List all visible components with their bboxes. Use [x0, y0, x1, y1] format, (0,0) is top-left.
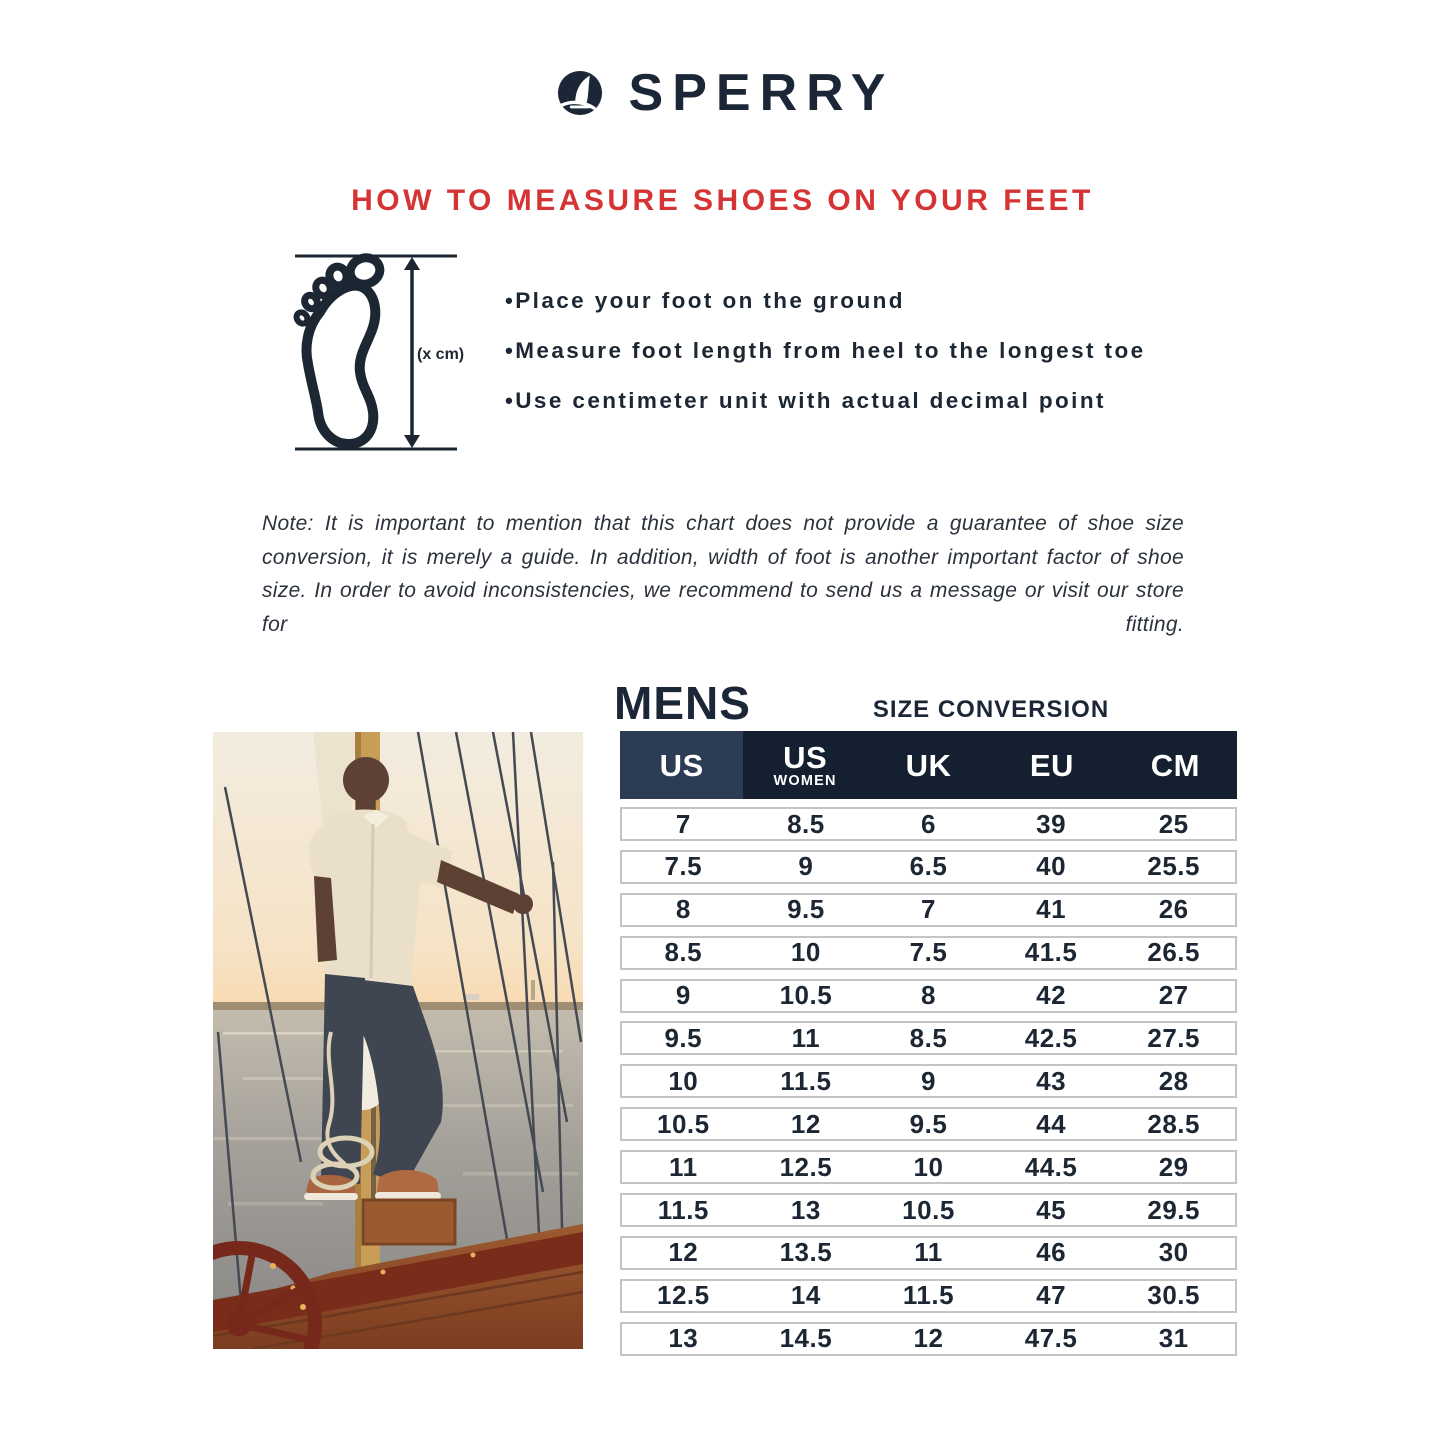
table-row [620, 1322, 1237, 1356]
column-header-label: UK [905, 747, 952, 783]
table-row [620, 850, 1237, 884]
table-cell: 12 [790, 1108, 821, 1139]
table-cell: 28 [1158, 1065, 1189, 1096]
table-cell: 11.5 [902, 1280, 955, 1311]
foot-measure-diagram [292, 246, 467, 458]
table-cell: 8.5 [664, 937, 703, 968]
table-cell: 7.5 [909, 937, 948, 968]
table-cell: 11 [669, 1151, 698, 1182]
table-cell: 11 [914, 1237, 943, 1268]
page-title: HOW TO MEASURE SHOES ON YOUR FEET [351, 184, 1094, 217]
table-cell: 9.5 [909, 1108, 948, 1139]
table-cell: 9 [675, 980, 691, 1011]
table-row [620, 936, 1237, 970]
table-cell: 10 [913, 1151, 944, 1182]
table-cell: 12.5 [779, 1151, 833, 1182]
table-cell: 9 [921, 1065, 936, 1096]
table-title: MENS [614, 677, 751, 729]
column-header-label: US [659, 747, 704, 783]
table-cell: 9.5 [664, 1022, 703, 1053]
size-conversion-table [620, 731, 1237, 1365]
table-cell: 13 [668, 1323, 699, 1354]
table-cell: 44.5 [1024, 1151, 1078, 1182]
table-cell: 7.5 [664, 851, 703, 882]
table-cell: 29 [1158, 1151, 1189, 1182]
table-row [620, 1021, 1237, 1055]
table-cell: 46 [1036, 1237, 1067, 1268]
table-cell: 10 [790, 937, 821, 968]
table-cell: 29.5 [1147, 1194, 1200, 1225]
table-cell: 42 [1036, 980, 1067, 1011]
table-cell: 8 [675, 894, 691, 925]
column-header-sublabel: WOMEN [773, 772, 837, 789]
table-cell: 13.5 [779, 1237, 833, 1268]
footprint-icon [294, 254, 383, 444]
table-cell: 43 [1036, 1065, 1067, 1096]
table-cell: 12 [913, 1323, 944, 1354]
table-cell: 8.5 [787, 808, 825, 839]
table-cell: 10.5 [902, 1194, 955, 1225]
table-cell: 9 [798, 851, 814, 882]
table-cell: 40 [1036, 851, 1067, 882]
table-cell: 6 [921, 808, 936, 839]
instruction-item: •Place your foot on the ground [505, 288, 905, 313]
table-cell: 39 [1036, 808, 1067, 839]
instruction-list [505, 288, 1185, 438]
table-cell: 7 [921, 894, 936, 925]
foot-length-label: (x cm) [417, 346, 465, 363]
table-cell: 11.5 [657, 1194, 709, 1225]
table-cell: 25.5 [1147, 851, 1200, 882]
table-cell: 47 [1036, 1280, 1067, 1311]
table-cell: 8.5 [909, 1022, 948, 1053]
table-cell: 25 [1158, 808, 1189, 839]
brand-wordmark: SPERRY [628, 64, 895, 122]
table-cell: 30 [1158, 1237, 1189, 1268]
table-row [620, 807, 1237, 841]
table-cell: 11 [791, 1022, 821, 1053]
lifestyle-photo [213, 732, 583, 1349]
table-cell: 13 [790, 1194, 821, 1225]
table-cell: 26.5 [1147, 937, 1200, 968]
table-cell: 14 [790, 1280, 821, 1311]
table-cell: 9.5 [787, 894, 825, 925]
table-cell: 44 [1036, 1108, 1067, 1139]
table-cell: 47.5 [1024, 1323, 1078, 1354]
table-cell: 42.5 [1024, 1022, 1078, 1053]
table-row [620, 1236, 1237, 1270]
table-row [620, 1193, 1237, 1227]
instruction-item: •Use centimeter unit with actual decimal point [505, 388, 1106, 413]
table-cell: 41.5 [1024, 937, 1078, 968]
table-cell: 12.5 [656, 1280, 710, 1311]
table-cell: 10 [668, 1065, 699, 1096]
table-cell: 14.5 [779, 1323, 833, 1354]
table-row [620, 1064, 1237, 1098]
table-cell: 30.5 [1147, 1280, 1200, 1311]
column-header-eu [990, 731, 1113, 799]
table-row [620, 1279, 1237, 1313]
table-cell: 41 [1036, 894, 1067, 925]
table-cell: 12 [668, 1237, 699, 1268]
table-cell: 7 [675, 808, 691, 839]
table-row [620, 893, 1237, 927]
table-cell: 26 [1158, 894, 1189, 925]
column-header-cm [1114, 731, 1237, 799]
table-header-row [620, 731, 1237, 799]
table-cell: 10.5 [779, 980, 833, 1011]
brand-header [0, 62, 1445, 124]
table-cell: 10.5 [656, 1108, 710, 1139]
column-header-us [620, 731, 743, 799]
table-cell: 11.5 [780, 1065, 832, 1096]
column-header-uk [867, 731, 990, 799]
table-cell: 8 [921, 980, 936, 1011]
table-cell: 6.5 [909, 851, 948, 882]
table-row [620, 979, 1237, 1013]
table-cell: 27 [1158, 980, 1189, 1011]
column-header-us-women [743, 731, 866, 799]
table-row [620, 1107, 1237, 1141]
column-header-label: CM [1150, 747, 1200, 783]
table-cell: 45 [1036, 1194, 1067, 1225]
table-cell: 31 [1158, 1323, 1189, 1354]
table-row [620, 1150, 1237, 1184]
table-body [620, 807, 1237, 1356]
table-cell: 28.5 [1147, 1108, 1200, 1139]
column-header-label: US [783, 739, 828, 775]
sperry-sail-logo-icon [551, 64, 609, 122]
table-subtitle: SIZE CONVERSION [872, 696, 1110, 723]
table-cell: 27.5 [1147, 1022, 1200, 1053]
disclaimer-note: Note: It is important to mention that this chart does not provide a guarantee of shoe size conversion, it is merely a guide. In addition, width of foot is another important factor of shoe size. In order to avoid inconsistencies, we recommend to send us a message or visit our store for fitting. [262, 512, 1184, 636]
column-header-label: EU [1029, 747, 1074, 783]
instruction-item: •Measure foot length from heel to the longest toe [505, 338, 1146, 363]
